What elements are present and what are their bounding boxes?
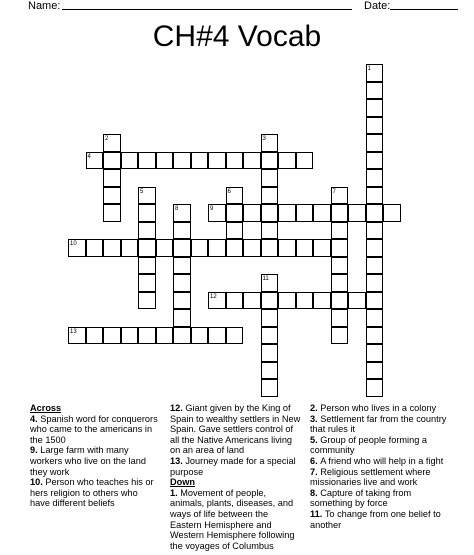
- grid-cell[interactable]: [366, 239, 384, 257]
- clue-item: [170, 456, 302, 477]
- clues-column-1: [30, 403, 160, 509]
- name-line[interactable]: [62, 9, 352, 10]
- grid-cell[interactable]: [86, 327, 104, 345]
- across-heading: Across: [30, 403, 62, 413]
- grid-cell[interactable]: [121, 239, 139, 257]
- grid-cell[interactable]: [208, 204, 226, 222]
- grid-cell[interactable]: [313, 239, 331, 257]
- clue-text: Settlement far from the country that rules it: [310, 413, 447, 435]
- clue-text: Large farm with many workers who live on the land they work: [30, 445, 146, 477]
- grid-cell[interactable]: [261, 222, 279, 240]
- clue-text: Religious settlement where missionaries live and work: [310, 466, 431, 488]
- grid-cell[interactable]: [366, 327, 384, 345]
- grid-cell[interactable]: [331, 204, 349, 222]
- grid-cell[interactable]: [138, 292, 156, 310]
- grid-cell[interactable]: [226, 187, 244, 205]
- grid-cell[interactable]: [208, 292, 226, 310]
- grid-cell[interactable]: [296, 292, 314, 310]
- grid-cell[interactable]: [243, 239, 261, 257]
- clue-text: To change from one belief to another: [310, 508, 441, 530]
- clue-item: [30, 445, 160, 477]
- clue-item: [310, 435, 452, 456]
- grid-cell[interactable]: [366, 222, 384, 240]
- grid-cell[interactable]: [86, 152, 104, 170]
- grid-cell[interactable]: [103, 134, 121, 152]
- grid-cell[interactable]: [366, 204, 384, 222]
- grid-cell[interactable]: [173, 204, 191, 222]
- grid-cell[interactable]: [103, 327, 121, 345]
- grid-cell[interactable]: [156, 152, 174, 170]
- clue-number-label: 3.: [310, 413, 321, 424]
- name-label: Name:: [28, 0, 61, 12]
- clue-number-label: 9.: [30, 445, 41, 456]
- grid-cell[interactable]: [366, 274, 384, 292]
- grid-cell[interactable]: [261, 152, 279, 170]
- grid-cell[interactable]: [138, 204, 156, 222]
- date-label: Date:: [364, 0, 391, 12]
- grid-cell[interactable]: [366, 379, 384, 397]
- grid-cell[interactable]: [278, 292, 296, 310]
- clue-item: [30, 414, 160, 446]
- clues-column-3: [310, 403, 452, 530]
- grid-cell[interactable]: [86, 239, 104, 257]
- clue-item: [30, 477, 160, 509]
- clue-item: [310, 488, 452, 509]
- grid-cell[interactable]: [138, 327, 156, 345]
- clue-number: 3: [262, 136, 266, 142]
- clue-text: Group of people forming a community: [310, 434, 427, 456]
- clue-number-label: 5.: [310, 434, 321, 445]
- grid-cell[interactable]: [261, 379, 279, 397]
- grid-cell[interactable]: [138, 274, 156, 292]
- grid-cell[interactable]: [331, 292, 349, 310]
- clue-number-label: 2.: [310, 403, 321, 413]
- grid-cell[interactable]: [261, 344, 279, 362]
- grid-cell[interactable]: [243, 204, 261, 222]
- grid-cell[interactable]: [173, 327, 191, 345]
- grid-cell[interactable]: [138, 222, 156, 240]
- grid-cell[interactable]: [296, 152, 314, 170]
- clue-number: 4: [87, 153, 91, 160]
- clue-number: 11: [262, 276, 269, 282]
- clue-text: Giant given by the King of Spain to wealthy settlers in New Spain. Gave settlers control of all the Native Americans living on an area of land: [170, 403, 301, 456]
- grid-cell[interactable]: [261, 187, 279, 205]
- clue-text: Movement of people, animals, plants, diseases, and ways of life between the Eastern Hemisphere and Western Hemisphere following the voyages of Columbus: [170, 487, 295, 551]
- grid-cell[interactable]: [103, 152, 121, 170]
- clue-number-label: 6.: [310, 455, 321, 466]
- grid-cell[interactable]: [366, 117, 384, 135]
- clue-number-label: 10.: [30, 477, 46, 488]
- grid-cell[interactable]: [261, 362, 279, 380]
- clue-number-label: 13.: [170, 455, 186, 466]
- grid-cell[interactable]: [313, 204, 331, 222]
- grid-cell[interactable]: [366, 64, 384, 82]
- grid-cell[interactable]: [191, 239, 209, 257]
- grid-cell[interactable]: [261, 239, 279, 257]
- grid-cell[interactable]: [278, 204, 296, 222]
- grid-cell[interactable]: [226, 292, 244, 310]
- grid-cell[interactable]: [331, 274, 349, 292]
- grid-cell[interactable]: [331, 257, 349, 275]
- grid-cell[interactable]: [121, 152, 139, 170]
- grid-cell[interactable]: [366, 309, 384, 327]
- grid-cell[interactable]: [103, 187, 121, 205]
- clue-number: 9: [210, 206, 214, 212]
- grid-cell[interactable]: [226, 204, 244, 222]
- grid-cell[interactable]: [173, 239, 191, 257]
- clue-number: 13: [70, 328, 77, 335]
- grid-cell[interactable]: [261, 327, 279, 345]
- clue-number: 12: [210, 293, 217, 300]
- clue-number-label: 7.: [310, 466, 321, 477]
- grid-cell[interactable]: [68, 239, 86, 257]
- grid-cell[interactable]: [226, 239, 244, 257]
- clue-number: 1: [367, 66, 371, 72]
- grid-cell[interactable]: [261, 309, 279, 327]
- clue-number: 5: [140, 188, 144, 195]
- clue-item: [310, 509, 452, 530]
- grid-cell[interactable]: [296, 204, 314, 222]
- clue-number-label: 11.: [310, 508, 325, 519]
- clue-number: 8: [175, 206, 179, 212]
- clue-text: Journey made for a special purpose: [170, 455, 296, 477]
- grid-cell[interactable]: [348, 204, 366, 222]
- clue-number: 10: [70, 241, 77, 247]
- date-line[interactable]: [390, 9, 458, 10]
- clue-text: Person who lives in a colony: [320, 403, 437, 413]
- grid-cell[interactable]: [261, 292, 279, 310]
- grid-cell[interactable]: [313, 292, 331, 310]
- grid-cell[interactable]: [366, 187, 384, 205]
- grid-cell[interactable]: [226, 152, 244, 170]
- page-title: CH#4 Vocab: [152, 20, 322, 53]
- grid-cell[interactable]: [366, 169, 384, 187]
- grid-cell[interactable]: [138, 187, 156, 205]
- clue-number-label: 1.: [170, 487, 181, 498]
- clue-text: Spanish word for conquerors who came to the americans in the 1500: [30, 413, 158, 445]
- grid-cell[interactable]: [226, 327, 244, 345]
- grid-cell[interactable]: [68, 327, 86, 345]
- clue-text: Person who teaches his or hers religion to others who have different beliefs: [30, 477, 154, 509]
- grid-cell[interactable]: [243, 292, 261, 310]
- grid-cell[interactable]: [366, 292, 384, 310]
- grid-cell[interactable]: [226, 222, 244, 240]
- grid-cell[interactable]: [121, 327, 139, 345]
- grid-cell[interactable]: [191, 152, 209, 170]
- clue-number: 2: [105, 136, 109, 142]
- grid-cell[interactable]: [261, 274, 279, 292]
- grid-cell[interactable]: [208, 239, 226, 257]
- clue-text: Capture of taking from something by force: [310, 487, 412, 509]
- grid-cell[interactable]: [103, 169, 121, 187]
- grid-cell[interactable]: [138, 239, 156, 257]
- grid-cell[interactable]: [366, 362, 384, 380]
- grid-cell[interactable]: [331, 239, 349, 257]
- grid-cell[interactable]: [208, 327, 226, 345]
- clue-number: 7: [332, 188, 336, 195]
- grid-cell[interactable]: [331, 187, 349, 205]
- clue-number: 6: [227, 188, 231, 195]
- clue-item: [170, 403, 302, 456]
- grid-cell[interactable]: [173, 274, 191, 292]
- clue-number-label: 12.: [170, 403, 186, 413]
- clue-number-label: 8.: [310, 487, 321, 498]
- grid-cell[interactable]: [173, 152, 191, 170]
- grid-cell[interactable]: [173, 292, 191, 310]
- clue-number-label: 4.: [30, 413, 41, 424]
- clue-item: [170, 488, 302, 552]
- grid-cell[interactable]: [366, 82, 384, 100]
- grid-cell[interactable]: [261, 134, 279, 152]
- clue-text: A friend who will help in a fight: [320, 455, 444, 466]
- grid-cell[interactable]: [103, 204, 121, 222]
- clue-item: [310, 467, 452, 488]
- down-heading: Down: [170, 477, 196, 488]
- clues-column-2: [170, 403, 302, 551]
- grid-cell[interactable]: [191, 327, 209, 345]
- grid-cell[interactable]: [278, 152, 296, 170]
- grid-cell[interactable]: [208, 152, 226, 170]
- grid-cell[interactable]: [366, 99, 384, 117]
- grid-cell[interactable]: [366, 257, 384, 275]
- grid-cell[interactable]: [296, 239, 314, 257]
- grid-cell[interactable]: [243, 152, 261, 170]
- grid-cell[interactable]: [366, 134, 384, 152]
- grid-cell[interactable]: [173, 222, 191, 240]
- grid-cell[interactable]: [348, 292, 366, 310]
- grid-cell[interactable]: [261, 169, 279, 187]
- grid-cell[interactable]: [366, 152, 384, 170]
- grid-cell[interactable]: [173, 309, 191, 327]
- grid-cell[interactable]: [366, 344, 384, 362]
- grid-cell[interactable]: [138, 257, 156, 275]
- clue-item: [310, 403, 452, 414]
- grid-cell[interactable]: [156, 239, 174, 257]
- grid-cell[interactable]: [331, 222, 349, 240]
- grid-cell[interactable]: [138, 152, 156, 170]
- clue-item: [310, 456, 452, 467]
- grid-cell[interactable]: [261, 204, 279, 222]
- grid-cell[interactable]: [331, 309, 349, 327]
- grid-cell[interactable]: [156, 327, 174, 345]
- grid-cell[interactable]: [173, 257, 191, 275]
- grid-cell[interactable]: [278, 239, 296, 257]
- grid-cell[interactable]: [383, 204, 401, 222]
- grid-cell[interactable]: [331, 327, 349, 345]
- clue-item: [310, 414, 452, 435]
- grid-cell[interactable]: [103, 239, 121, 257]
